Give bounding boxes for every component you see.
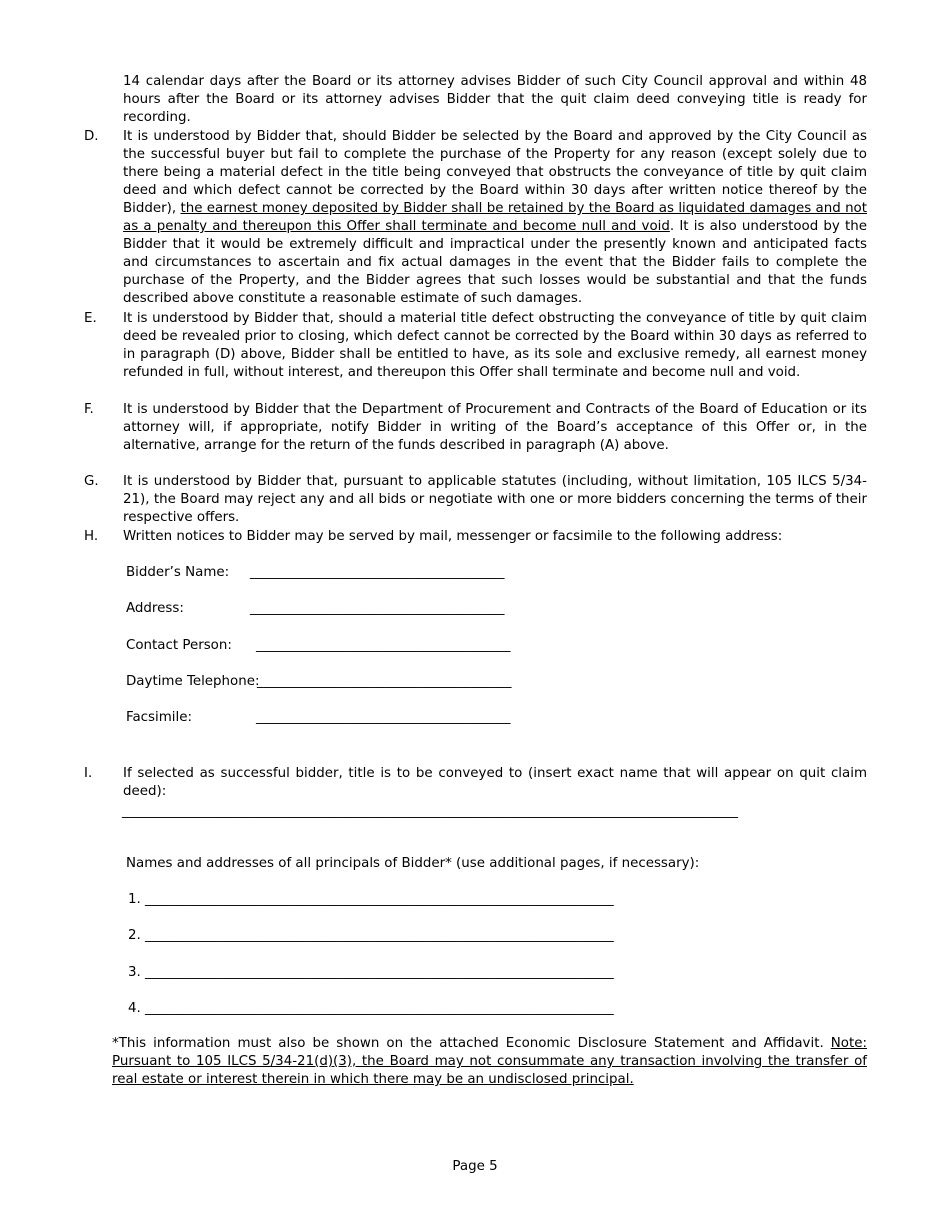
clause-f-letter: F.	[84, 402, 94, 417]
title-grantee-line[interactable]: ____________________________________________________________________________________________	[122, 804, 738, 819]
principal-1-line[interactable]: ______________________________________________________________________	[145, 892, 614, 907]
facsimile-label: Facsimile:	[126, 710, 192, 725]
principal-4-line[interactable]: ______________________________________________________________________	[145, 1001, 614, 1016]
clause-h-letter: H.	[84, 529, 99, 544]
clause-d	[84, 128, 867, 308]
clause-d-text-b: . It is also understood by the Bidder that it would be extremely difficult and impractical under the presently known and anticipated facts and circumstances to ascertain and fix actual damages in the event that the Bidder fails to complete the purchase of the Property, and the Bidder agrees that such losses would be substantial and that the funds described above constitute a reasonable estimate of such damages.	[123, 219, 867, 306]
daytime-telephone-line[interactable]: ______________________________________	[257, 674, 512, 689]
clause-e-text: It is understood by Bidder that, should a material title defect obstructing the conveyance of title by quit claim deed be revealed prior to closing, which defect cannot be corrected by the Board within 30 days as referred to in paragraph (D) above, Bidder shall be entitled to have, as its sole and exclusive remedy, all earnest money refunded in full, without interest, and thereupon this Offer shall terminate and become null and void.	[123, 311, 867, 380]
contact-person-field[interactable]	[126, 637, 511, 655]
address-label: Address:	[126, 601, 184, 616]
daytime-telephone-label: Daytime Telephone:	[126, 674, 260, 689]
principal-2-number: 2.	[128, 928, 141, 943]
facsimile-line[interactable]: ______________________________________	[256, 710, 511, 725]
daytime-telephone-field[interactable]	[126, 673, 512, 691]
clause-h	[84, 528, 867, 546]
clause-e	[84, 310, 867, 382]
clause-g-letter: G.	[84, 474, 99, 489]
clause-d-letter: D.	[84, 129, 99, 144]
bidder-name-field[interactable]	[126, 564, 505, 582]
principals-intro: Names and addresses of all principals of Bidder* (use additional pages, if necessary):	[126, 856, 700, 871]
clause-e-letter: E.	[84, 311, 97, 326]
clause-g-text: It is understood by Bidder that, pursuant to applicable statutes (including, without limitation, 105 ILCS 5/34-21), the Board may reject any and all bids or negotiate with one or more bidders concerning the terms of their respective offers.	[123, 474, 867, 525]
clause-d-text-a: It is understood by Bidder that, should Bidder be selected by the Board and approved by the City Council as the successful buyer but fail to complete the purchase of the Property for any reason (except solely due to there being a material defect in the title being conveyed that obstructs the conveyance of title by quit claim deed and which defect cannot be corrected by the Board within 30 days after written notice thereof by the Bidder),	[123, 129, 867, 216]
footnote	[112, 1035, 867, 1089]
bidder-name-label: Bidder’s Name:	[126, 565, 230, 580]
clause-h-text: Written notices to Bidder may be served by mail, messenger or facsimile to the following address:	[123, 529, 783, 544]
principal-3[interactable]	[128, 964, 614, 982]
continuation-paragraph: 14 calendar days after the Board or its attorney advises Bidder of such City Council approval and within 48 hours after the Board or its attorney advises Bidder that the quit claim deed conveying title is ready for recording.	[123, 74, 867, 125]
clause-i	[84, 765, 867, 801]
clause-f-text: It is understood by Bidder that the Department of Procurement and Contracts of the Board of Education or its attorney will, if appropriate, notify Bidder in writing of the Board’s acceptance of this Offer or, in the alternative, arrange for the return of the funds described in paragraph (A) above.	[123, 402, 867, 453]
principal-2[interactable]	[128, 927, 614, 945]
address-field[interactable]	[126, 600, 505, 618]
principal-2-line[interactable]: ______________________________________________________________________	[145, 928, 614, 943]
clause-d-underlined: the earnest money deposited by Bidder shall be retained by the Board as liquidated damages and not as a penalty and thereupon this Offer shall terminate and become null and void	[123, 201, 868, 234]
clause-i-text: If selected as successful bidder, title is to be conveyed to (insert exact name that will appear on quit claim deed):	[123, 766, 867, 799]
address-line[interactable]: ______________________________________	[250, 601, 505, 616]
contact-person-label: Contact Person:	[126, 638, 232, 653]
footnote-note: Note: Pursuant to 105 ILCS 5/34-21(d)(3), the Board may not consummate any transaction involving the transfer of real estate or interest therein in which there may be an undisclosed principal.	[112, 1036, 867, 1087]
contact-person-line[interactable]: ______________________________________	[256, 638, 511, 653]
facsimile-field[interactable]	[126, 709, 511, 727]
bidder-name-line[interactable]: ______________________________________	[250, 565, 505, 580]
principal-1[interactable]	[128, 891, 614, 909]
clause-g	[84, 473, 867, 527]
principal-4-number: 4.	[128, 1001, 141, 1016]
principal-4[interactable]	[128, 1000, 614, 1018]
principal-1-number: 1.	[128, 892, 141, 907]
principal-3-line[interactable]: ______________________________________________________________________	[145, 965, 614, 980]
clause-f	[84, 401, 867, 455]
clause-i-letter: I.	[84, 766, 93, 781]
page-number: Page 5	[452, 1159, 498, 1174]
footnote-text: *This information must also be shown on the attached Economic Disclosure Statement and Affidavit.	[112, 1036, 831, 1051]
principal-3-number: 3.	[128, 965, 141, 980]
clause-d-text	[123, 128, 867, 308]
